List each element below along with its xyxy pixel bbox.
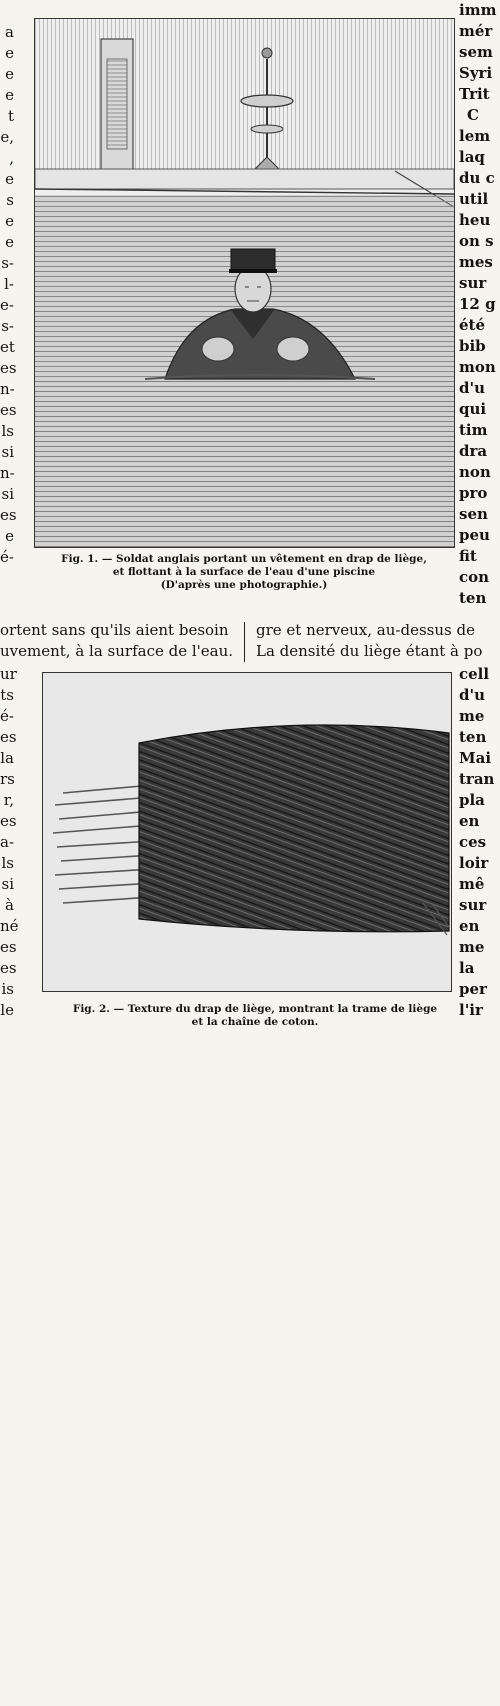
text-line: rs <box>0 770 15 788</box>
text-line: n- <box>0 380 15 398</box>
text-line: sem <box>459 43 493 61</box>
figure-2-illustration <box>42 672 452 992</box>
text-line: e <box>5 212 14 230</box>
text-line: La densité du liège étant à po <box>256 642 483 660</box>
text-line: uvement, à la surface de l'eau. <box>0 642 234 660</box>
text-line: sur <box>459 274 487 292</box>
text-line: lem <box>459 127 491 145</box>
caption-line: et flottant à la surface de l'eau d'une piscine <box>112 566 376 578</box>
left-column-fragment-lower <box>0 664 19 1706</box>
text-line: mes <box>459 253 493 271</box>
text-line: ortent sans qu'ils aient besoin <box>0 621 229 639</box>
text-line: es <box>0 401 17 419</box>
text-line: qui <box>459 400 487 418</box>
text-line: sen <box>459 505 488 523</box>
text-line: sur <box>459 896 487 914</box>
cork-cloth-texture-engraving <box>43 673 451 991</box>
text-line: Mai <box>459 749 492 767</box>
text-line: l- <box>4 275 14 293</box>
text-line: a- <box>0 833 15 851</box>
text-line: e <box>5 65 14 83</box>
text-line: à <box>5 896 14 914</box>
text-line: fit <box>459 547 477 565</box>
right-column-fragment-lower <box>459 664 500 1706</box>
text-line: e <box>5 170 14 188</box>
text-line: e <box>5 44 14 62</box>
text-line: e, <box>0 128 14 146</box>
text-line: mon <box>459 358 496 376</box>
text-line: bib <box>459 337 486 355</box>
text-line: dra <box>459 442 488 460</box>
text-line: la <box>459 959 475 977</box>
text-line: con <box>459 568 490 586</box>
text-line: s <box>6 191 14 209</box>
text-line: r, <box>3 791 14 809</box>
text-line: Syri <box>459 64 493 82</box>
caption-line: Fig. 1. — Soldat anglais portant un vêtement en drap de liège, <box>61 553 427 565</box>
text-line: es <box>0 728 17 746</box>
text-line: Trit <box>459 85 490 103</box>
text-line: l'ir <box>459 1001 483 1019</box>
text-line: né <box>0 917 19 935</box>
text-line: d'u <box>459 686 485 704</box>
text-line: e <box>5 527 14 545</box>
text-line: mér <box>459 22 493 40</box>
text-band <box>0 620 500 664</box>
caption-line: (D'après une photographie.) <box>160 579 328 591</box>
text-line: en <box>459 812 480 830</box>
caption-line: Fig. 2. — Texture du drap de liège, montrant la trame de liège <box>72 1003 438 1015</box>
text-line: ces <box>459 833 487 851</box>
text-line: cell <box>459 665 490 683</box>
text-line: C <box>467 106 479 124</box>
text-line: es <box>0 959 17 977</box>
text-line: en <box>459 917 480 935</box>
text-line: pro <box>459 484 488 502</box>
text-line: es <box>0 938 17 956</box>
text-line: d'u <box>459 379 485 397</box>
text-line: me <box>459 707 485 725</box>
text-line: tim <box>459 421 488 439</box>
figure-2-caption <box>40 1003 470 1029</box>
text-line: ten <box>459 589 487 607</box>
text-line: per <box>459 980 487 998</box>
text-line: 12 g <box>459 295 496 313</box>
text-line: ten <box>459 728 487 746</box>
text-line: ur <box>0 665 17 683</box>
caption-line: et la chaîne de coton. <box>191 1016 319 1028</box>
text-line: es <box>0 359 17 377</box>
text-line: s- <box>1 317 14 335</box>
band-right-column <box>256 620 500 662</box>
text-line: e- <box>0 296 14 314</box>
band-left-column <box>0 620 238 662</box>
text-line: me <box>459 938 485 956</box>
text-line: et <box>0 338 15 356</box>
text-line: laq <box>459 148 485 166</box>
text-line: heu <box>459 211 491 229</box>
text-line: es <box>0 506 17 524</box>
text-line: la <box>0 749 14 767</box>
text-line: on s <box>459 232 494 250</box>
text-line: du c <box>459 169 495 187</box>
text-line: ts <box>0 686 14 704</box>
text-line: e <box>5 86 14 104</box>
text-line: ls <box>1 854 14 872</box>
text-line: util <box>459 190 489 208</box>
text-line: si <box>1 485 14 503</box>
text-line: s- <box>1 254 14 272</box>
text-line: tran <box>459 770 495 788</box>
text-line: , <box>9 149 14 167</box>
text-line: imm <box>459 1 497 19</box>
text-line: si <box>1 875 14 893</box>
text-line: a <box>5 23 14 41</box>
text-line: loir <box>459 854 489 872</box>
text-line: is <box>1 980 14 998</box>
figure-1-caption <box>30 553 458 592</box>
figure-1-illustration <box>34 18 455 548</box>
text-line: ls <box>1 422 14 440</box>
text-line: si <box>1 443 14 461</box>
text-line: été <box>459 316 486 334</box>
text-line: e <box>5 233 14 251</box>
text-line: es <box>0 812 17 830</box>
column-rule <box>244 622 245 662</box>
text-line: pla <box>459 791 485 809</box>
text-line: non <box>459 463 491 481</box>
text-line: n- <box>0 464 15 482</box>
text-line: peu <box>459 526 490 544</box>
text-line: gre et nerveux, au-dessus de <box>256 621 475 639</box>
text-line: t <box>7 107 14 125</box>
text-line: le <box>0 1001 14 1019</box>
soldier-floating-engraving <box>35 19 454 547</box>
text-line: é- <box>0 707 14 725</box>
text-line: é- <box>0 548 14 566</box>
text-line: mê <box>459 875 485 893</box>
